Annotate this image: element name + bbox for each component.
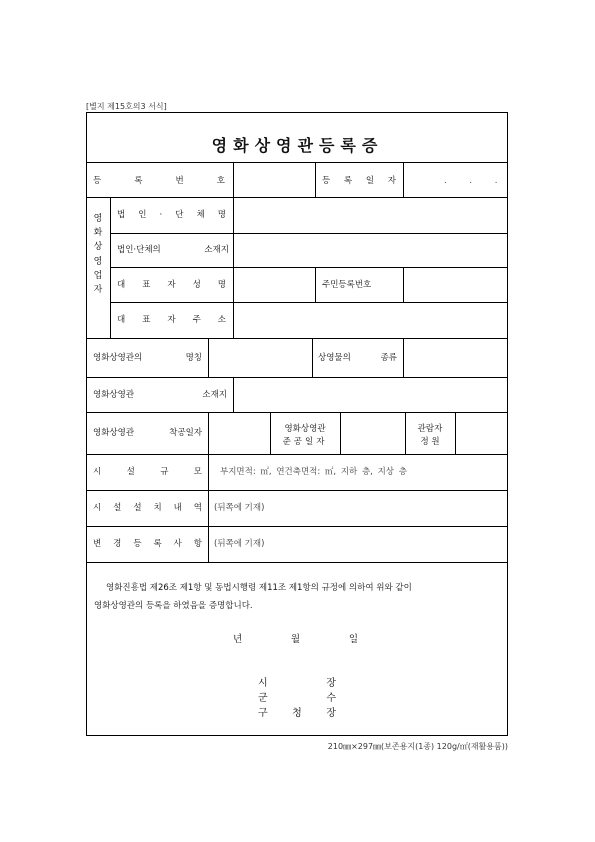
reg-date-label: 등 록 일 자 [322,176,396,186]
capacity-label [406,423,454,449]
form-number-label: [별지 제15호의3 서식] [86,102,167,111]
divider [340,412,341,454]
divider [403,162,404,197]
divider [86,490,508,491]
divider [86,562,508,563]
divider [208,338,209,377]
divider [270,412,271,454]
construction-start-label: 영화상영관 착공일자 [93,428,202,438]
facility-details-value: (뒤쪽에 기재) [214,503,265,513]
rep-name-label: 대 표 자 성 명 [117,280,226,290]
divider [233,377,234,412]
facility-scale-label: 시 설 규 모 [93,467,202,477]
capacity-label-line2: 정 원 [420,437,440,447]
certification-line-2: 영화상영관의 등록을 하였음을 증명합니다. [94,601,253,611]
divider [403,267,404,302]
film-type-label: 상영물의 종류 [318,353,397,363]
divider [208,412,209,454]
rep-address-label: 대 표 자 주 소 [117,315,226,325]
operator-group-label: 영 화 상 영 업 자 [93,214,103,296]
divider [86,338,508,339]
signatory-county-head: 군 수 [258,693,336,704]
capacity-label-line1: 관람자 [417,424,443,434]
paper-spec-note: 210㎜×297㎜(보존용지(1종) 120g/㎡(재활용품)) [327,742,508,751]
completion-date-label-line2: 준공일자 [282,437,328,447]
reg-date-value: . . . [444,176,508,186]
completion-date-label [272,423,338,449]
divider [208,454,209,562]
divider [233,162,234,338]
divider [403,338,404,377]
divider [110,233,508,234]
signatory-mayor: 시 장 [258,678,336,689]
divider [312,338,313,377]
divider [86,526,508,527]
resident-number-label: 주민등록번호 [322,280,372,290]
divider [86,162,508,163]
divider [315,267,316,302]
change-record-label: 변 경 등 록 사 항 [93,539,202,549]
signatory-district-head: 구 청 장 [258,708,336,719]
facility-scale-value: 부지면적: ㎡, 연건축면적: ㎡, 지하 층, 지상 층 [220,467,407,477]
corp-name-label: 법 인 · 단 체 명 [117,210,226,220]
divider [86,197,508,198]
certification-line-1: 영화진흥법 제26조 제1항 및 동법시행령 제11조 제1항의 규정에 의하여 위와 같이 [106,583,412,593]
theater-name-label: 영화상영관의 명칭 [93,353,202,363]
issue-date-line: 년 월 일 [233,634,358,645]
facility-details-label: 시 설 설 치 내 역 [93,503,202,513]
change-record-value: (뒤쪽에 기재) [214,539,265,549]
certificate-title: 영화상영관등록증 [211,136,384,155]
divider [86,412,508,413]
reg-number-label: 등 록 번 호 [93,176,225,186]
theater-address-label: 영화상영관 소재지 [93,390,227,400]
divider [86,377,508,378]
completion-date-label-line1: 영화상영관 [284,424,326,434]
divider [110,267,508,268]
divider [110,302,508,303]
divider [455,412,456,454]
divider [315,162,316,197]
corp-address-label: 법인·단체의 소재지 [117,245,229,255]
divider [86,454,508,455]
divider [110,197,111,338]
